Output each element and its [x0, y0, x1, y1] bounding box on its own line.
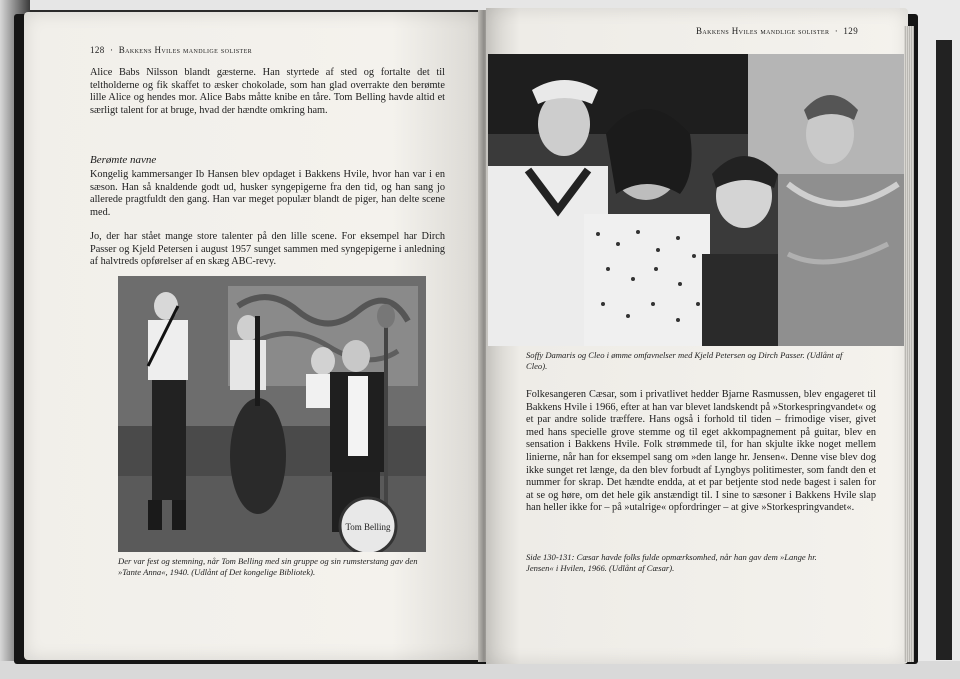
left-running-title: Bakkens Hviles mandlige solister	[118, 45, 253, 55]
right-photo-caption: Soffy Damaris og Cleo i ømme omfavnelser med Kjeld Petersen og Dirch Passer. (Udlånt af Cleo).	[526, 350, 843, 371]
left-page-number: 128	[90, 45, 105, 55]
left-running-head: 128 · Bakkens Hviles mandlige solister	[90, 45, 253, 55]
left-paragraph-2: Kongelig kammersanger Ib Hansen blev opdaget i Bakkens Hvile, hvor han var i en sæson. Han så knaldende godt ud, husker syngepigerne fra den tid, og han sang jo allerede pragtfuldt den gang. Han var meget populær blandt de piger, han delte scene med.	[90, 169, 445, 218]
left-paragraph-3: Jo, der har stået mange store talenter på den lille scene. For eksempel har Dirch Passer og Kjeld Petersen i august 1957 sunget sammen med syngepigerne i anledning af halvtreds opførelser af en skæg ABC-revy.	[90, 231, 445, 268]
drum-label: Tom Belling	[345, 522, 391, 532]
right-page-number: 129	[843, 26, 859, 36]
right-side-note: Side 130-131: Cæsar havde folks fulde opmærksomhed, når han gav dem »Lange hr. Jensen« i Hvilen, 1966. (Udlånt af Cæsar).	[526, 552, 817, 573]
embrace-photo-image	[488, 54, 906, 346]
right-page	[486, 8, 908, 664]
right-running-head: Bakkens Hviles mandlige solister · 129	[696, 26, 859, 36]
left-photo-caption: Der var fest og stemning, når Tom Belling med sin gruppe og sin rumsterstang gav den »Tante Anna«, 1940. (Udlånt af Det kongelige Bibliotek).	[118, 556, 418, 577]
embrace-photo	[488, 54, 906, 346]
band-photo-image	[118, 276, 426, 552]
right-running-title: Bakkens Hviles mandlige solister	[696, 26, 830, 36]
page-edges	[904, 26, 914, 662]
left-subheading: Berømte navne	[90, 154, 157, 166]
left-page	[24, 12, 484, 660]
right-paragraph-1: Folkesangeren Cæsar, som i privatlivet hedder Bjarne Rasmussen, blev engageret til Bakkens Hvile i 1966, efter at han var blevet landskendt på »Storkespringvandet« og et par andre solide træffere. Hans også i forhold til tiden – frimodige viser, givet med hans specielle grove stemme og til eget akkompagnement på guitar, blev en sensation i Bakkens Hvile. Folk strømmede til, for han skjulte ikke noget mellem linierne, når han for eksempel sang om »den lange hr. Jensen«. Denne vise blev dog ikke sunget ret længe, da den blev forbudt af Lyngbys politimester, som fandt den et nummer for skrap. Det hændte endda, at et par betjente stod nede bagest i salen for at se og høre, om det hele gik anstændigt til. I sine to sæsoner i Bakkens Hvile slap han heller ikke for – på »utalrige« opfordringer – at give »Storkespringvandet«.	[526, 389, 876, 514]
band-photo	[118, 276, 426, 552]
adjacent-book-spine	[936, 40, 952, 660]
left-paragraph-1: Alice Babs Nilsson blandt gæsterne. Han styrtede af sted og fortalte det til teltholderne og fik skaffet to æsker chokolade, som han glad overrakte den berømte lille Alice og hendes mor. Alice Babs måtte knibe en tåre. Tom Belling havde altid et særligt talent for at bruge, hvad der hændte omkring ham.	[90, 67, 445, 116]
